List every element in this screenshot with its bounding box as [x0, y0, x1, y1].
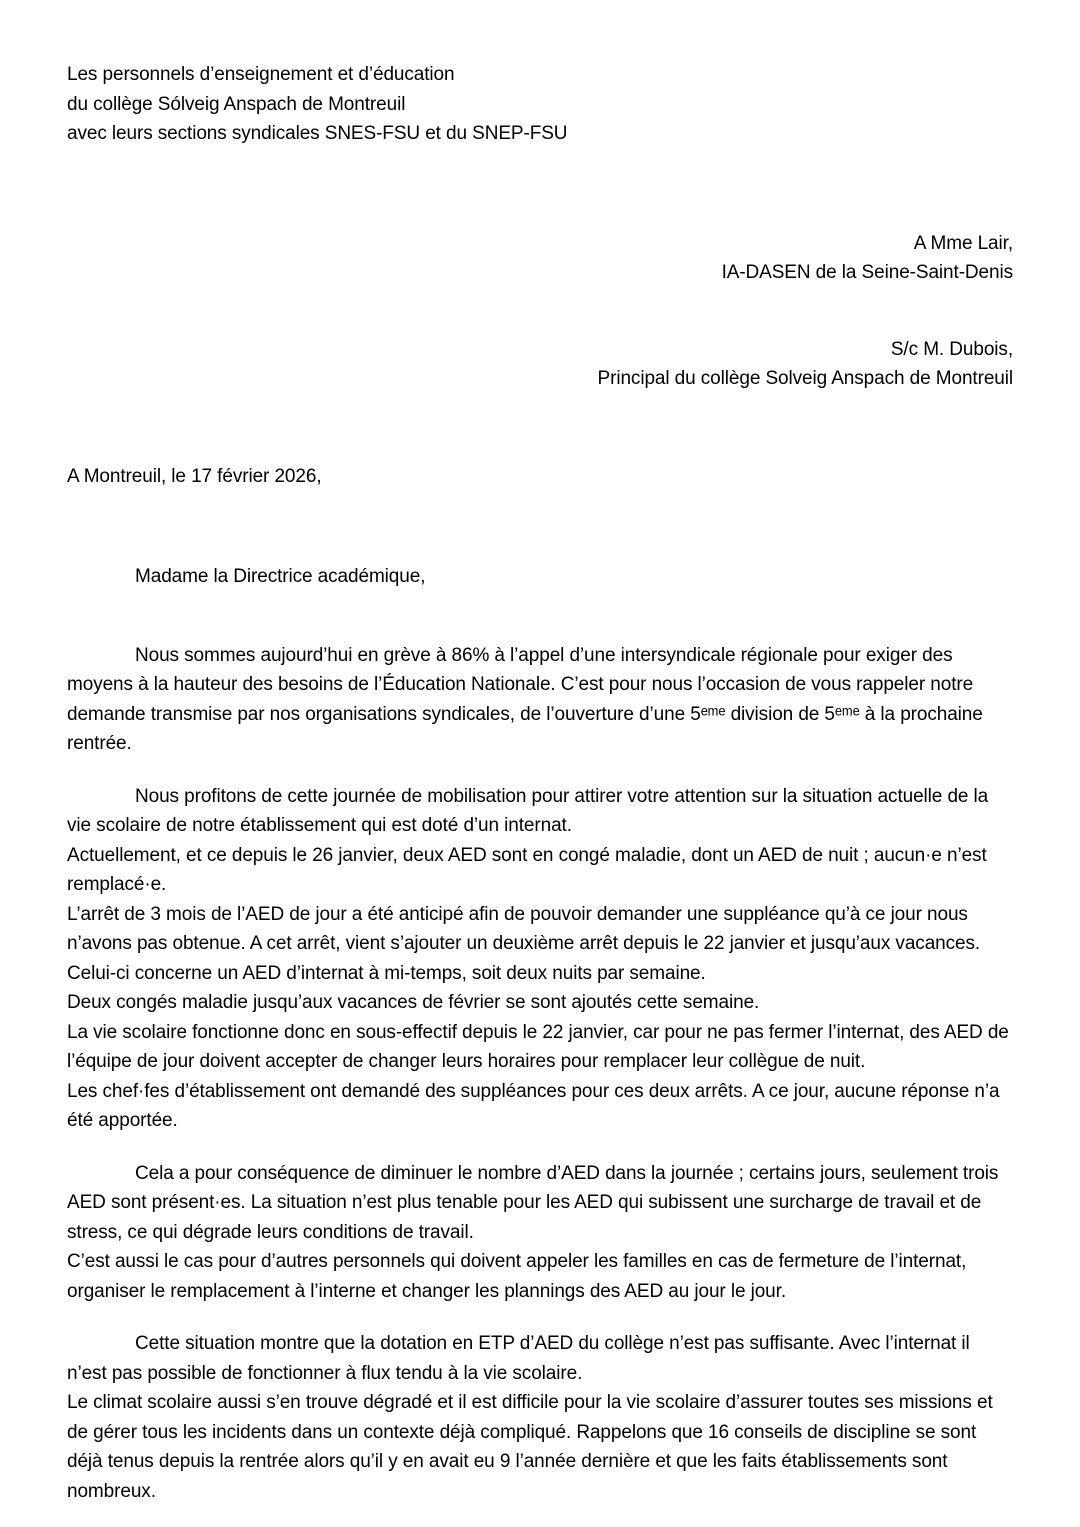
paragraph-2-segment-1: Nous profitons de cette journée de mobilisation pour attirer votre attention sur la situation actuelle de la vie scolaire de notre établissement qui est doté d’un internat.: [67, 785, 989, 836]
cover-line-2: Principal du collège Solveig Anspach de Montreuil: [597, 368, 1013, 389]
paragraph-2-segment-2: Actuellement, et ce depuis le 26 janvier, deux AED sont en congé maladie, dont un AED de nuit ; aucun·e n’est remplacé·e.: [67, 844, 987, 895]
letter-body: [67, 641, 1013, 1507]
paragraph-4: [67, 1329, 1013, 1506]
sender-line-3: avec leurs sections syndicales SNES-FSU et du SNEP-FSU: [67, 123, 568, 144]
paragraph-2: [67, 782, 1013, 1136]
paragraph-1: [67, 641, 1013, 759]
paragraph-3: [67, 1159, 1013, 1307]
sender-block: [67, 60, 1013, 149]
paragraph-3-segment-2: C’est aussi le cas pour d’autres personnels qui doivent appeler les familles en cas de fermeture de l’internat, organiser le remplacement à l’interne et changer les plannings des AED au jour le jour.: [67, 1251, 967, 1302]
paragraph-2-segment-6: Les chef·fes d’établissement ont demandé des suppléances pour ces deux arrêts. A ce jour, aucune réponse n’a été apportée.: [67, 1080, 1000, 1131]
sender-line-2: du collège Sólveig Anspach de Montreuil: [67, 93, 406, 115]
paragraph-2-segment-4: Deux congés maladie jusqu’aux vacances de février se sont ajoutés cette semaine.: [67, 992, 760, 1013]
paragraph-3-segment-1: Cela a pour conséquence de diminuer le nombre d’AED dans la journée ; certains jours, seulement trois AED sont présent·es. La situation n’est plus tenable pour les AED qui subissent une surcharge de travail et de stress, ce qui dégrade leurs conditions de travail.: [67, 1162, 999, 1243]
salutation: Madame la Directrice académique,: [135, 566, 426, 587]
cover-line-1: S/c M. Dubois,: [890, 338, 1013, 360]
date-line: A Montreuil, le 17 février 2026,: [67, 465, 322, 487]
paragraph-4-segment-2: Le climat scolaire aussi s’en trouve dégradé et il est difficile pour la vie scolaire d’assurer toutes ses missions et de gérer tous les incidents dans un contexte déjà compliqué. Rappelons que 16 conseils de discipline se sont déjà tenus depuis la rentrée alors qu’il y en avait eu 9 l’année dernière et que les faits établissements sont nombreux.: [67, 1392, 993, 1502]
paragraph-2-segment-3: L’arrêt de 3 mois de l’AED de jour a été anticipé afin de pouvoir demander une suppléance qu’à ce jour nous n’avons pas obtenue. A cet arrêt, vient s’ajouter un deuxième arrêt depuis le 22 janvier et jusqu’aux vacances. Celui-ci concerne un AED d’internat à mi-temps, soit deux nuits par semaine.: [67, 903, 981, 984]
sender-line-1: Les personnels d’enseignement et d’éducation: [67, 64, 455, 85]
paragraph-4-segment-1: Cette situation montre que la dotation en ETP d’AED du collège n’est pas suffisante. Avec l’internat il n’est pas possible de fonctionner à flux tendu à la vie scolaire.: [67, 1333, 970, 1384]
cover-block: [67, 335, 1013, 394]
paragraph-2-segment-5: La vie scolaire fonctionne donc en sous-effectif depuis le 22 janvier, car pour ne pas fermer l’internat, des AED de l’équipe de jour doivent accepter de changer leurs horaires pour remplacer leur collègue de nuit.: [67, 1021, 1009, 1072]
recipient-line-2: IA-DASEN de la Seine-Saint-Denis: [721, 262, 1013, 283]
paragraph-1-segment-1: Nous sommes aujourd’hui en grève à 86% à l’appel d’une intersyndicale régionale pour exiger des moyens à la hauteur des besoins de l’Éducation Nationale. C’est pour nous l’occasion de vous rappeler notre demande transmise par nos organisations syndicales, de l’ouverture d’une 5ᵉᵐᵉ division de 5ᵉᵐᵉ à la prochaine rentrée.: [67, 644, 983, 754]
recipient-block: [67, 229, 1013, 288]
recipient-line-1: A Mme Lair,: [913, 232, 1013, 254]
